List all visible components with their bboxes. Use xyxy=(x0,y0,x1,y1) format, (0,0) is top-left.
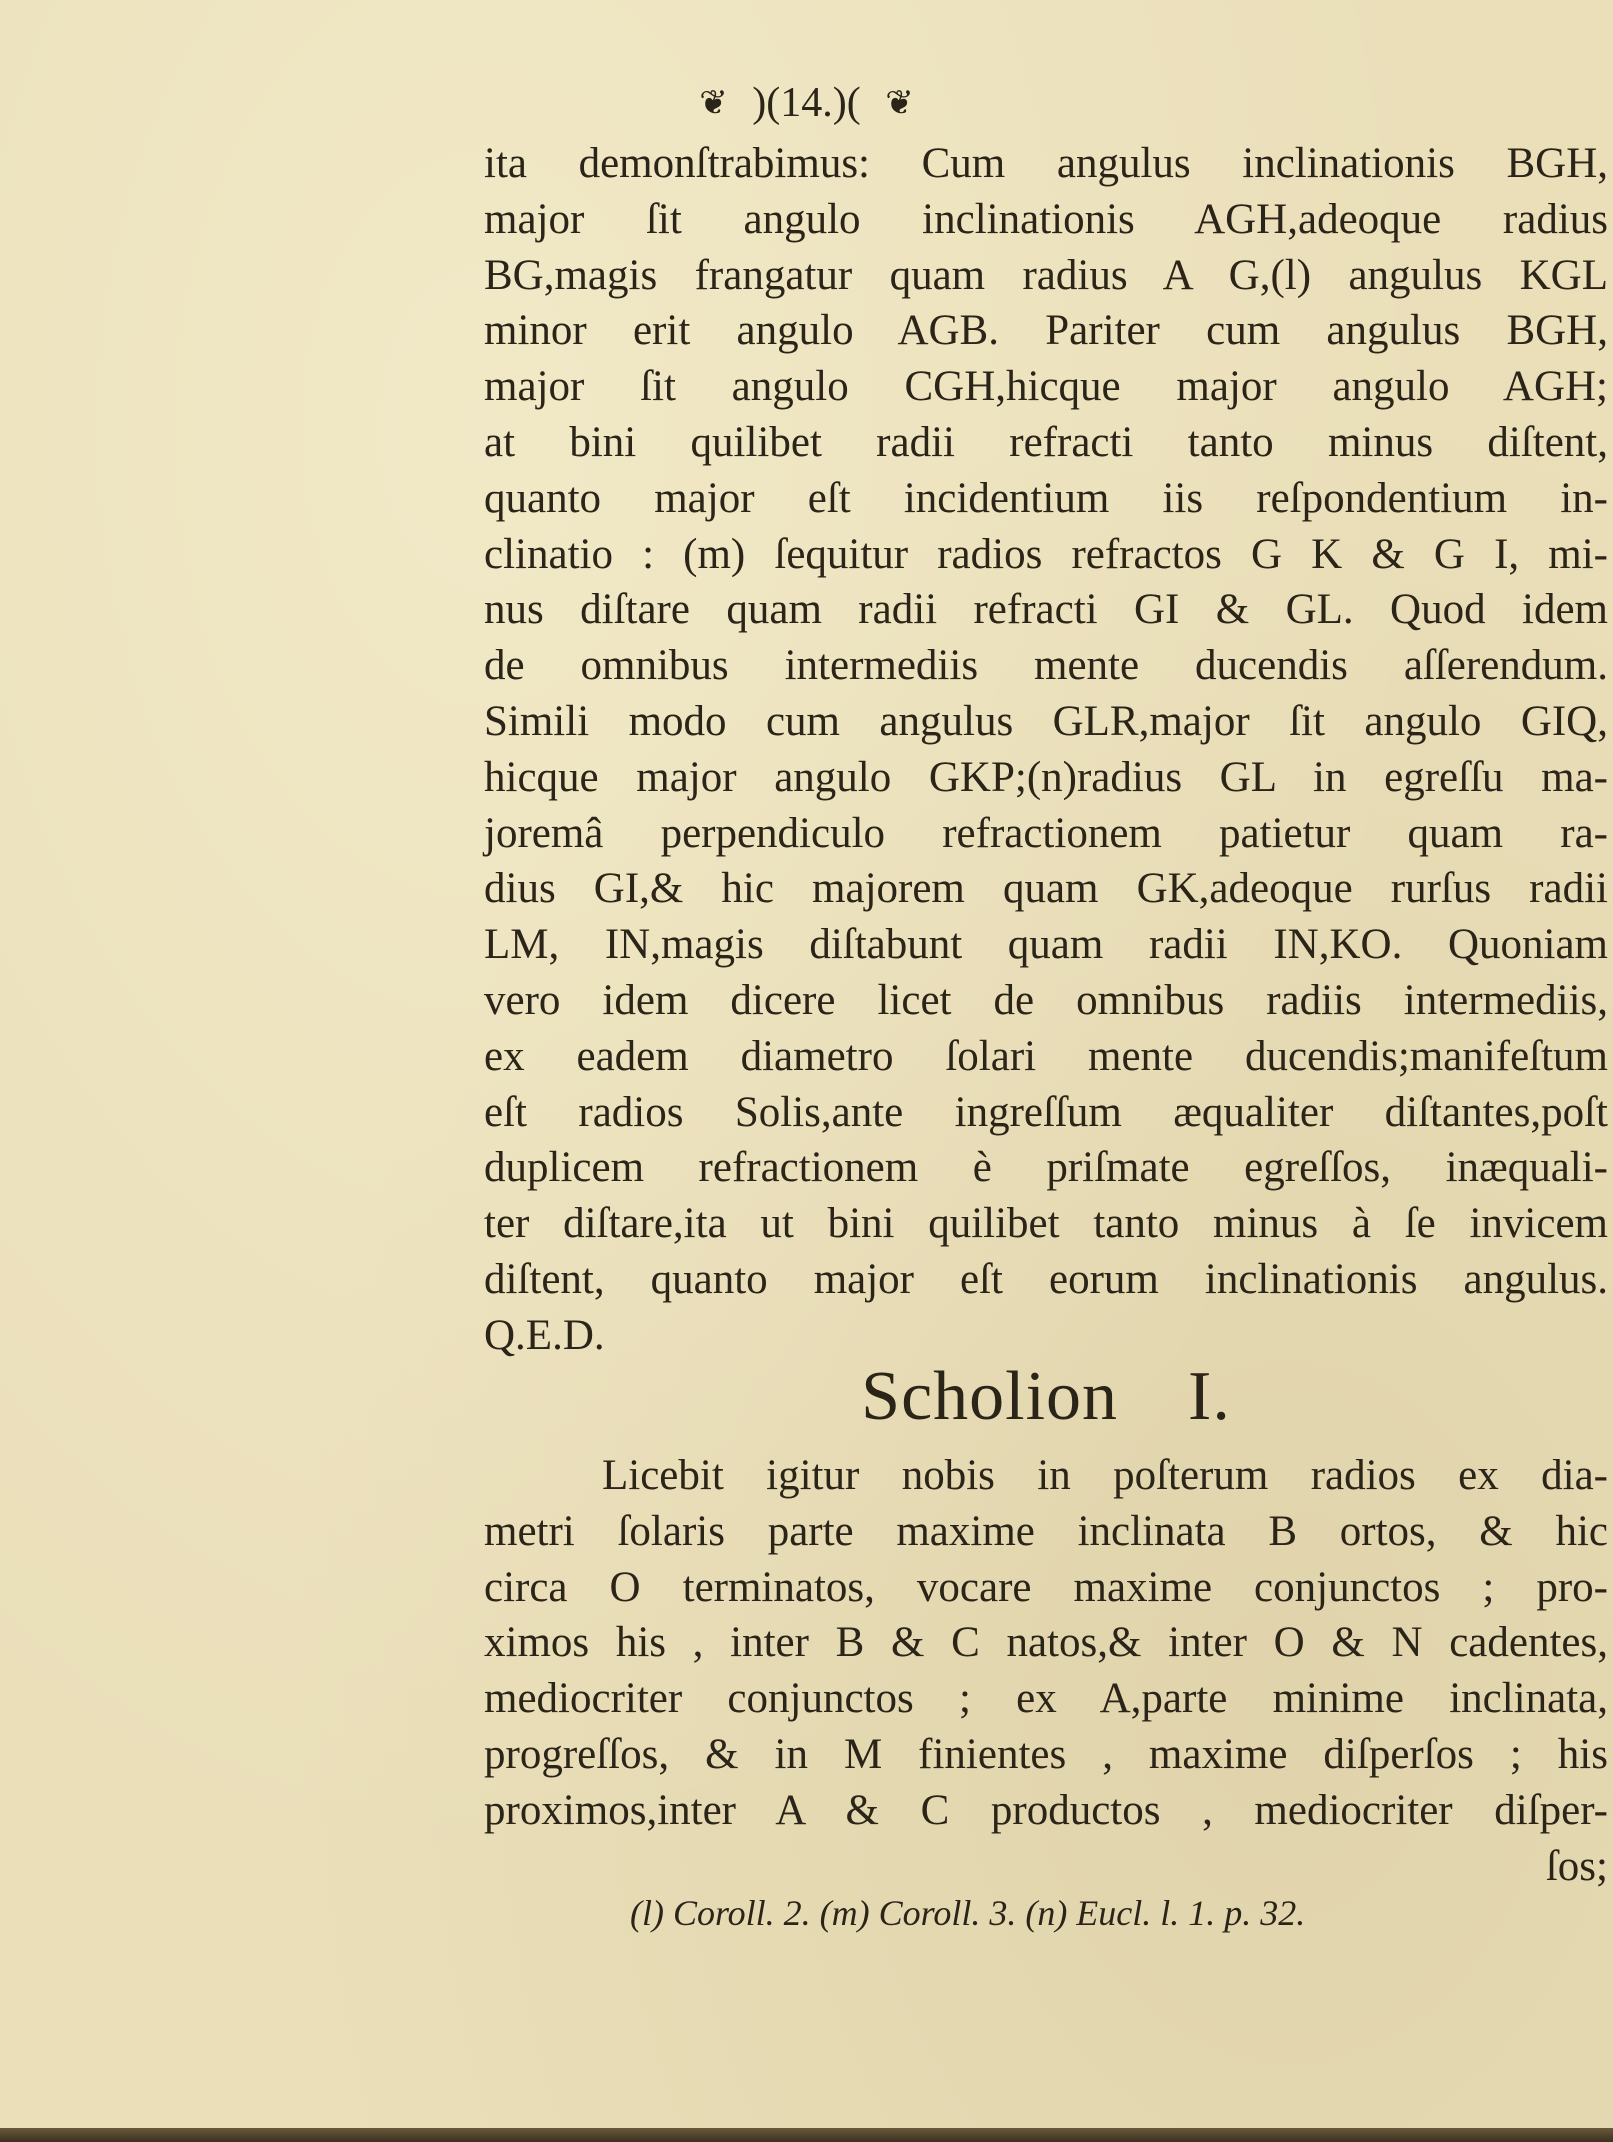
text-line: proximos,inter A & C productos , mediocriter diſper- xyxy=(484,1786,1608,1834)
text-line: hicque major angulo GKP;(n)radius GL in egreſſu ma- xyxy=(484,753,1608,801)
text-line: joremâ perpendiculo refractionem patietur quam ra- xyxy=(484,809,1608,857)
text-line: Simili modo cum angulus GLR,major ſit angulo GIQ, xyxy=(484,697,1608,745)
scholion-paragraph xyxy=(484,1448,1608,1894)
text-line: quanto major eſt incidentium iis reſpondentium in- xyxy=(484,474,1608,522)
text-line: BG,magis frangatur quam radius A G,(l) angulus KGL xyxy=(484,251,1608,299)
text-line: ter diſtare,ita ut bini quilibet tanto minus à ſe invicem xyxy=(484,1200,1608,1248)
text-line: ita demonſtrabimus: Cum angulus inclinationis BGH, xyxy=(484,140,1608,187)
page-header xyxy=(0,78,1613,131)
page-bottom-edge xyxy=(0,2128,1613,2142)
footnotes: (l) Coroll. 2. (m) Coroll. 3. (n) Eucl. l. 1. p. 32. xyxy=(630,1893,1306,1933)
text-line: at bini quilibet radii refracti tanto minus diſtent, xyxy=(484,418,1608,466)
text-line: LM, IN,magis diſtabunt quam radii IN,KO. Quoniam xyxy=(484,921,1608,969)
text-line: ximos his , inter B & C natos,& inter O & N cadentes, xyxy=(484,1619,1608,1667)
ornament-right-icon: ❦ xyxy=(885,85,914,122)
text-line: vero idem dicere licet de omnibus radiis intermediis, xyxy=(484,976,1608,1024)
text-line: eſt radios Solis,ante ingreſſum æqualiter diſtantes,poſt xyxy=(484,1088,1608,1136)
text-line: minor erit angulo AGB. Pariter cum angulus BGH, xyxy=(484,307,1608,355)
text-line: ſos; xyxy=(1545,1842,1608,1890)
ornament-left-icon: ❦ xyxy=(699,85,728,122)
text-line: de omnibus intermediis mente ducendis aſſerendum. xyxy=(484,642,1608,690)
text-line: dius GI,& hic majorem quam GK,adeoque rurſus radii xyxy=(484,865,1608,913)
heading-numeral: I. xyxy=(1188,1358,1231,1435)
text-line: nus diſtare quam radii refracti GI & GL. Quod idem xyxy=(484,586,1608,634)
text-line: major ſit angulo inclinationis AGH,adeoque radius xyxy=(484,195,1608,243)
heading-word: Scholion xyxy=(861,1358,1119,1435)
text-line: circa O terminatos, vocare maxime conjunctos ; pro- xyxy=(484,1563,1608,1611)
text-line: progreſſos, & in M finientes , maxime diſperſos ; his xyxy=(484,1730,1608,1778)
text-line: clinatio : (m) ſequitur radios refractos G K & G I, mi- xyxy=(484,530,1608,578)
text-line: ex eadem diametro ſolari mente ducendis;manifeſtum xyxy=(484,1032,1608,1080)
demonstration-paragraph xyxy=(484,136,1608,1364)
text-line: Licebit igitur nobis in poſterum radios ex dia- xyxy=(602,1452,1608,1499)
text-line: duplicem refractionem è priſmate egreſſos, inæquali- xyxy=(484,1144,1608,1192)
qed-line: Q.E.D. xyxy=(484,1311,605,1359)
text-line: metri ſolaris parte maxime inclinata B ortos, & hic xyxy=(484,1507,1608,1555)
page-number: )(14.)( xyxy=(752,80,861,126)
text-line: major ſit angulo CGH,hicque major angulo AGH; xyxy=(484,363,1608,411)
text-line: mediocriter conjunctos ; ex A,parte minime inclinata, xyxy=(484,1675,1608,1723)
text-line: diſtent, quanto major eſt eorum inclinationis angulus. xyxy=(484,1255,1608,1303)
section-heading xyxy=(484,1352,1608,1442)
